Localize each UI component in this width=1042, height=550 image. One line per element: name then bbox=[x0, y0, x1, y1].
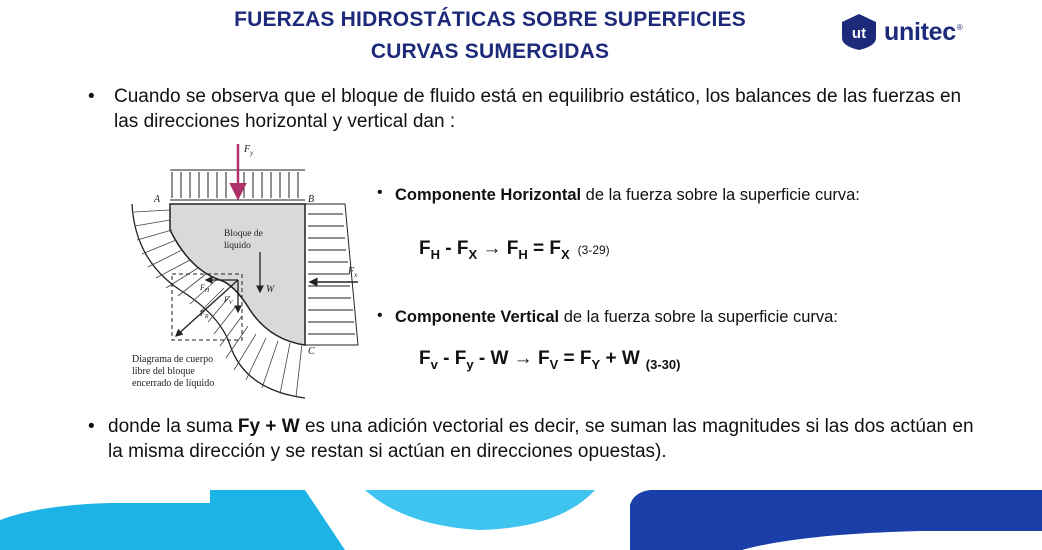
label-fr: F bbox=[200, 309, 205, 318]
f2-a-sub: v bbox=[430, 357, 438, 372]
label-b: B bbox=[308, 194, 315, 205]
f1-c-sub: H bbox=[518, 247, 528, 262]
f1-eq: = F bbox=[527, 238, 561, 259]
f2-op1: - F bbox=[437, 348, 467, 369]
footer-cyan-center bbox=[365, 490, 595, 530]
equation-number-3-30: (3-30) bbox=[645, 357, 681, 372]
footer-cyan-left bbox=[0, 490, 345, 550]
label-fr-sub: R bbox=[204, 314, 209, 320]
caption-line-2: libre del bloque bbox=[132, 366, 195, 377]
closing-bold: Fy + W bbox=[237, 416, 300, 437]
f2-plus: + W bbox=[600, 348, 640, 369]
f2-eq: = F bbox=[558, 348, 592, 369]
label-fh: F bbox=[200, 283, 205, 292]
vertical-component-rest: de la fuerza sobre la superficie curva: bbox=[559, 308, 838, 326]
bullet-intro-dot: • bbox=[88, 86, 95, 107]
label-fx-sub: x bbox=[354, 271, 358, 279]
f2-c-sub: V bbox=[549, 357, 559, 372]
f1-a-sub: H bbox=[430, 247, 440, 262]
logo-registered-mark: ® bbox=[956, 22, 963, 32]
f2-a: F bbox=[419, 348, 431, 369]
horizontal-component-rest: de la fuerza sobre la superficie curva: bbox=[581, 186, 860, 204]
label-fv-sub: V bbox=[228, 300, 233, 306]
block-label-1: Bloque de bbox=[224, 229, 263, 239]
title-line-2: CURVAS SUMERGIDAS bbox=[370, 40, 610, 63]
label-w: W bbox=[266, 284, 275, 295]
label-fh-sub: H bbox=[204, 288, 210, 294]
intro-paragraph: Cuando se observa que el bloque de fluido está en equilibrio estático, los balances de las fuerzas en las direcciones horizontal y vertical dan : bbox=[114, 86, 962, 132]
f2-op2: - W → F bbox=[473, 348, 550, 369]
label-fx: F bbox=[348, 266, 355, 277]
f1-d-sub: X bbox=[561, 247, 570, 262]
caption-line-1: Diagrama de cuerpo bbox=[132, 354, 214, 365]
label-fy: F bbox=[244, 144, 251, 155]
horizontal-component-bold: Componente Horizontal bbox=[395, 186, 582, 204]
bullet-horizontal-dot: • bbox=[377, 184, 383, 201]
logo-mark-text: ut bbox=[851, 25, 867, 42]
f2-d-sub: Y bbox=[591, 357, 601, 372]
logo-wordmark: unitec bbox=[884, 17, 956, 46]
equation-number-3-29: (3-29) bbox=[577, 243, 610, 257]
caption-line-3: encerrado de líquido bbox=[132, 378, 215, 389]
label-fv: F bbox=[224, 295, 229, 304]
f1-arrow: → F bbox=[477, 238, 519, 259]
label-c: C bbox=[308, 346, 315, 357]
closing-post: es una adición vectorial es decir, se suman las magnitudes si las dos actúan en la misma dirección y se restan si actúan en direcciones opuestas). bbox=[108, 416, 974, 462]
f2-b-sub: y bbox=[466, 357, 474, 372]
closing-pre: donde la suma bbox=[108, 416, 238, 437]
block-label-2: líquido bbox=[224, 241, 251, 251]
f1-b-sub: X bbox=[468, 247, 478, 262]
vertical-component-bold: Componente Vertical bbox=[395, 308, 560, 326]
f1-a: F bbox=[419, 238, 431, 259]
f1-op1: - F bbox=[440, 238, 469, 259]
bullet-vertical-dot: • bbox=[377, 307, 383, 324]
label-a: A bbox=[154, 194, 161, 205]
bullet-closing-dot: • bbox=[88, 416, 95, 437]
title-line-1: FUERZAS HIDROSTÁTICAS SOBRE SUPERFICIES bbox=[234, 8, 746, 31]
label-fy-sub: y bbox=[250, 149, 254, 157]
